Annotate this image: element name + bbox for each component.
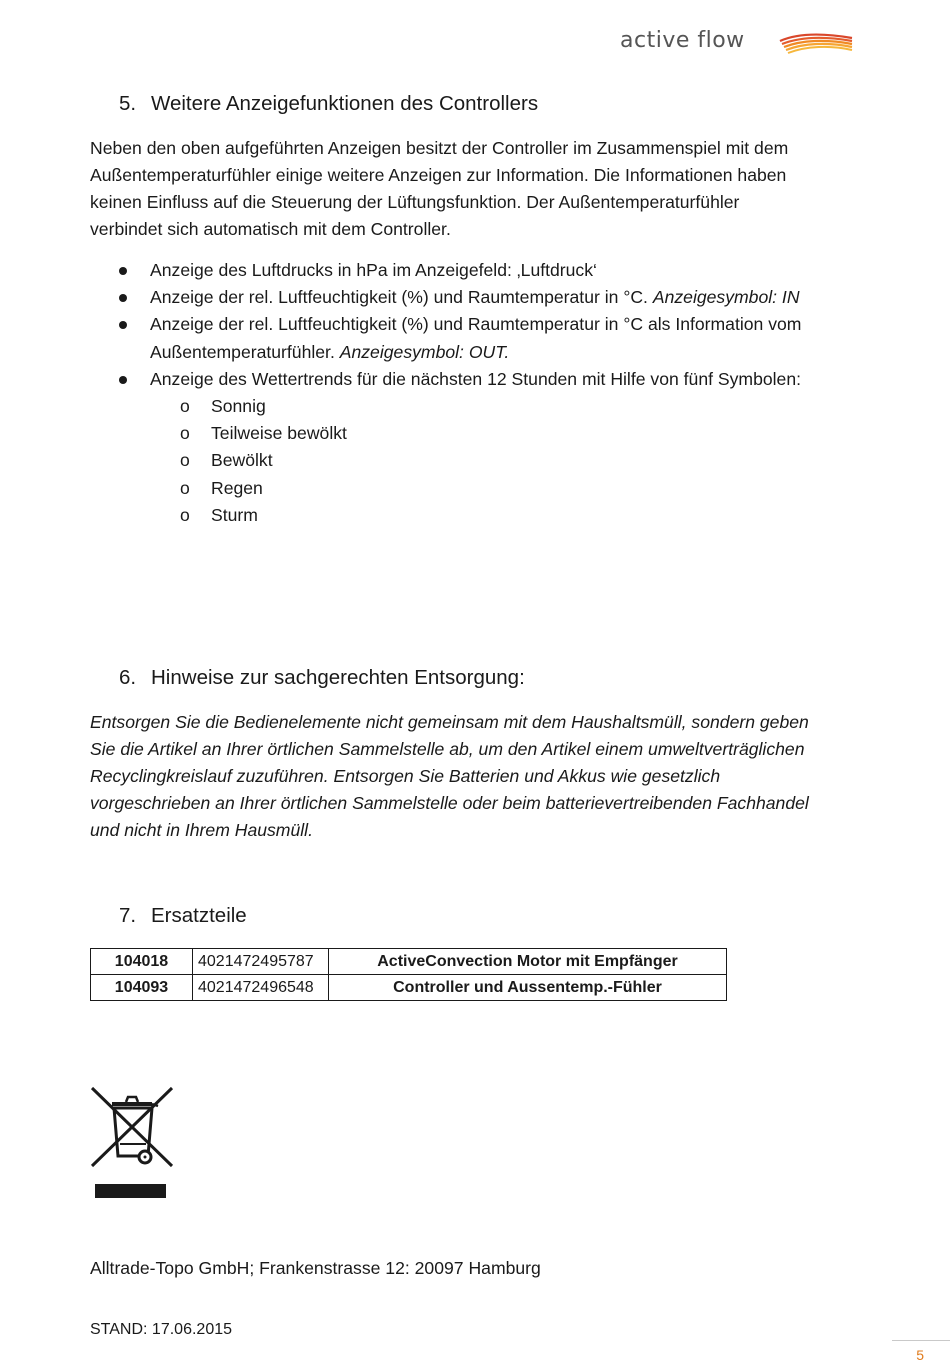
paragraph-line: Sie die Artikel an Ihrer örtlichen Sammelstelle ab, um den Artikel einem umweltverträglichen [90, 739, 805, 759]
weather-symbol-label: Sonnig [211, 396, 266, 417]
page-number: 5 [916, 1347, 924, 1363]
list-item-text: Anzeige der rel. Luftfeuchtigkeit (%) und Raumtemperatur in °C als Information vom Außentemperaturfühler. [150, 314, 802, 362]
weather-symbol-item [150, 502, 880, 529]
bullet-icon [119, 267, 127, 275]
section-title: Hinweise zur sachgerechten Entsorgung: [151, 666, 525, 689]
company-address: Alltrade-Topo GmbH; Frankenstrasse 12: 20097 Hamburg [90, 1258, 541, 1278]
description-cell: ActiveConvection Motor mit Empfänger [329, 949, 727, 975]
section-number: 5. [119, 92, 137, 115]
page-number-box [892, 1340, 950, 1369]
description-cell: Controller und Aussentemp.-Fühler [329, 975, 727, 1001]
article-number-cell: 104018 [91, 949, 193, 975]
table-row [91, 975, 727, 1001]
list-item-italic: Anzeigesymbol: IN [652, 287, 800, 308]
list-item-italic: Anzeigesymbol: OUT. [339, 341, 510, 362]
weather-symbol-label: Bewölkt [211, 450, 273, 471]
crossed-out-wheelie-bin-icon [90, 1086, 174, 1200]
paragraph-line: keinen Einfluss auf die Steuerung der Lüftungsfunktion. Der Außentemperaturfühler [90, 192, 740, 212]
list-item [90, 284, 880, 311]
list-item [90, 257, 880, 284]
section-title: Weitere Anzeigefunktionen des Controllers [151, 92, 539, 115]
paragraph-line: verbindet sich automatisch mit dem Controller. [90, 219, 451, 239]
section-number: 6. [119, 666, 137, 689]
bullet-icon [119, 321, 127, 329]
list-item [90, 366, 880, 529]
list-item-text: Anzeige des Wettertrends für die nächsten 12 Stunden mit Hilfe von fünf Symbolen: [150, 368, 802, 389]
section-5-heading [119, 92, 538, 116]
ean-cell: 4021472496548 [193, 975, 329, 1001]
brand-logo [620, 28, 856, 60]
sub-bullet-marker: o [180, 396, 190, 417]
document-date: STAND: 17.06.2015 [90, 1321, 233, 1338]
display-functions-list [90, 257, 880, 529]
ean-cell: 4021472495787 [193, 949, 329, 975]
logo-text: active flow [620, 28, 745, 53]
table-row [91, 949, 727, 975]
sub-bullet-marker: o [180, 504, 190, 525]
section-number: 7. [119, 904, 137, 927]
section-6-paragraph [90, 709, 860, 844]
paragraph-line: Neben den oben aufgeführten Anzeigen besitzt der Controller im Zusammenspiel mit dem [90, 138, 789, 158]
section-5-paragraph [90, 135, 860, 243]
flame-swoosh-icon [778, 32, 854, 54]
list-item [90, 311, 880, 365]
weather-symbol-item [150, 475, 880, 502]
weather-symbol-label: Sturm [211, 504, 258, 525]
sub-bullet-marker: o [180, 450, 190, 471]
section-6-heading [119, 666, 525, 690]
spare-parts-table [90, 948, 727, 1001]
paragraph-line: vorgeschrieben an Ihrer örtlichen Sammelstelle oder beim batterievertreibenden Fachhandel [90, 793, 809, 813]
weather-symbol-item [150, 420, 880, 447]
sub-bullet-marker: o [180, 477, 190, 498]
paragraph-line: Entsorgen Sie die Bedienelemente nicht gemeinsam mit dem Haushaltsmüll, sondern geben [90, 712, 809, 732]
weather-symbol-item [150, 447, 880, 474]
weather-symbols-list [150, 393, 880, 529]
weather-symbol-label: Teilweise bewölkt [211, 423, 347, 444]
bullet-icon [119, 294, 127, 302]
sub-bullet-marker: o [180, 423, 190, 444]
paragraph-line: Außentemperaturfühler einige weitere Anzeigen zur Information. Die Informationen haben [90, 165, 787, 185]
article-number-cell: 104093 [91, 975, 193, 1001]
weather-symbol-item [150, 393, 880, 420]
weather-symbol-label: Regen [211, 477, 263, 498]
list-item-text: Anzeige der rel. Luftfeuchtigkeit (%) und Raumtemperatur in °C. [150, 287, 653, 308]
list-item-text: Anzeige des Luftdrucks in hPa im Anzeigefeld: ‚Luftdruck‘ [150, 260, 597, 280]
paragraph-line: und nicht in Ihrem Hausmüll. [90, 820, 313, 840]
section-title: Ersatzteile [151, 904, 247, 927]
bullet-icon [119, 376, 127, 384]
section-7-heading [119, 904, 247, 928]
paragraph-line: Recyclingkreislauf zuzuführen. Entsorgen Sie Batterien und Akkus wie gesetzlich [90, 766, 721, 786]
